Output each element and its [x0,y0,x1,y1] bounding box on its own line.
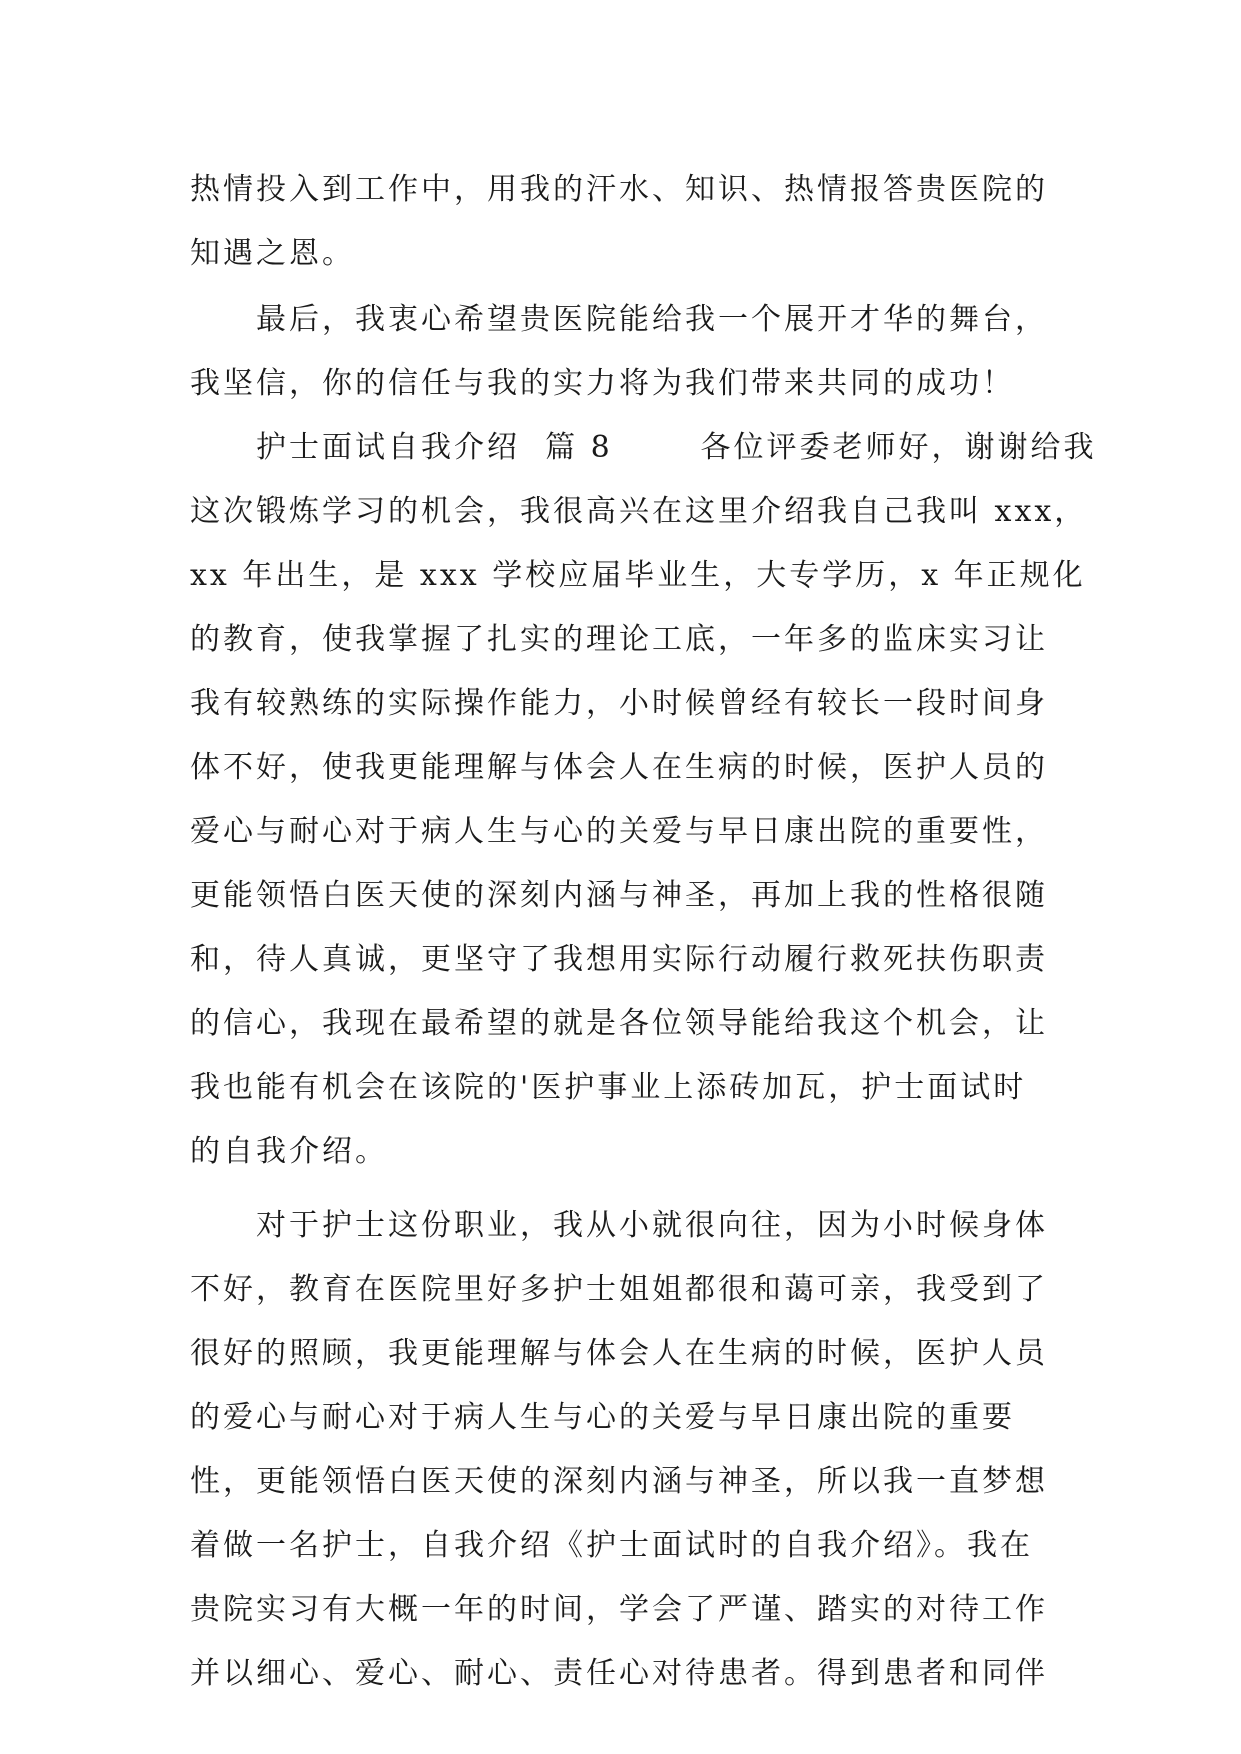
text-line: 我有较熟练的实际操作能力，小时候曾经有较长一段时间身 [190,686,1048,721]
text-line: 体不好，使我更能理解与体会人在生病的时候，医护人员的 [190,750,1048,785]
text-line: 我也能有机会在该院的'医护事业上添砖加瓦，护士面试时 [190,1070,1027,1105]
text-line: 热情投入到工作中，用我的汗水、知识、热情报答贵医院的 [190,172,1048,207]
text-line: 很好的照顾，我更能理解与体会人在生病的时候，医护人员 [190,1336,1048,1371]
text-line: 并以细心、爱心、耐心、责任心对待患者。得到患者和同伴 [190,1656,1048,1691]
text-line: 知遇之恩。 [190,236,355,271]
text-line: 的信心，我现在最希望的就是各位领导能给我这个机会，让 [190,1006,1048,1041]
text-line: 这次锻炼学习的机会，我很高兴在这里介绍我自己我叫 xxx， [190,494,1088,529]
text-line: 的自我介绍。 [190,1134,388,1169]
text-line: 的教育，使我掌握了扎实的理论工底，一年多的监床实习让 [190,622,1048,657]
text-line: 贵院实习有大概一年的时间，学会了严谨、踏实的对待工作 [190,1592,1048,1627]
text-line: 和，待人真诚，更坚守了我想用实际行动履行救死扶伤职责 [190,942,1048,977]
text-line: 着做一名护士，自我介绍《护士面试时的自我介绍》。我在 [190,1528,1033,1563]
text-line: 更能领悟白医天使的深刻内涵与神圣，再加上我的性格很随 [190,878,1048,913]
text-line: 的爱心与耐心对于病人生与心的关爱与早日康出院的重要 [190,1400,1015,1435]
text-line: 性，更能领悟白医天使的深刻内涵与神圣，所以我一直梦想 [190,1464,1048,1499]
document-body [190,158,1097,1706]
text-line: xx 年出生，是 xxx 学校应届毕业生，大专学历，x 年正规化 [190,558,1086,593]
text-line: 对于护士这份职业，我从小就很向往，因为小时候身体 [256,1208,1048,1243]
section-heading-line: 护士面试自我介绍 篇 8 各位评委老师好，谢谢给我 [256,430,1097,465]
text-line: 爱心与耐心对于病人生与心的关爱与早日康出院的重要性， [190,814,1048,849]
text-line: 不好，教育在医院里好多护士姐姐都很和蔼可亲，我受到了 [190,1272,1048,1307]
text-line: 我坚信，你的信任与我的实力将为我们带来共同的成功！ [190,366,1015,401]
text-line: 最后，我衷心希望贵医院能给我一个展开才华的舞台， [256,302,1048,337]
